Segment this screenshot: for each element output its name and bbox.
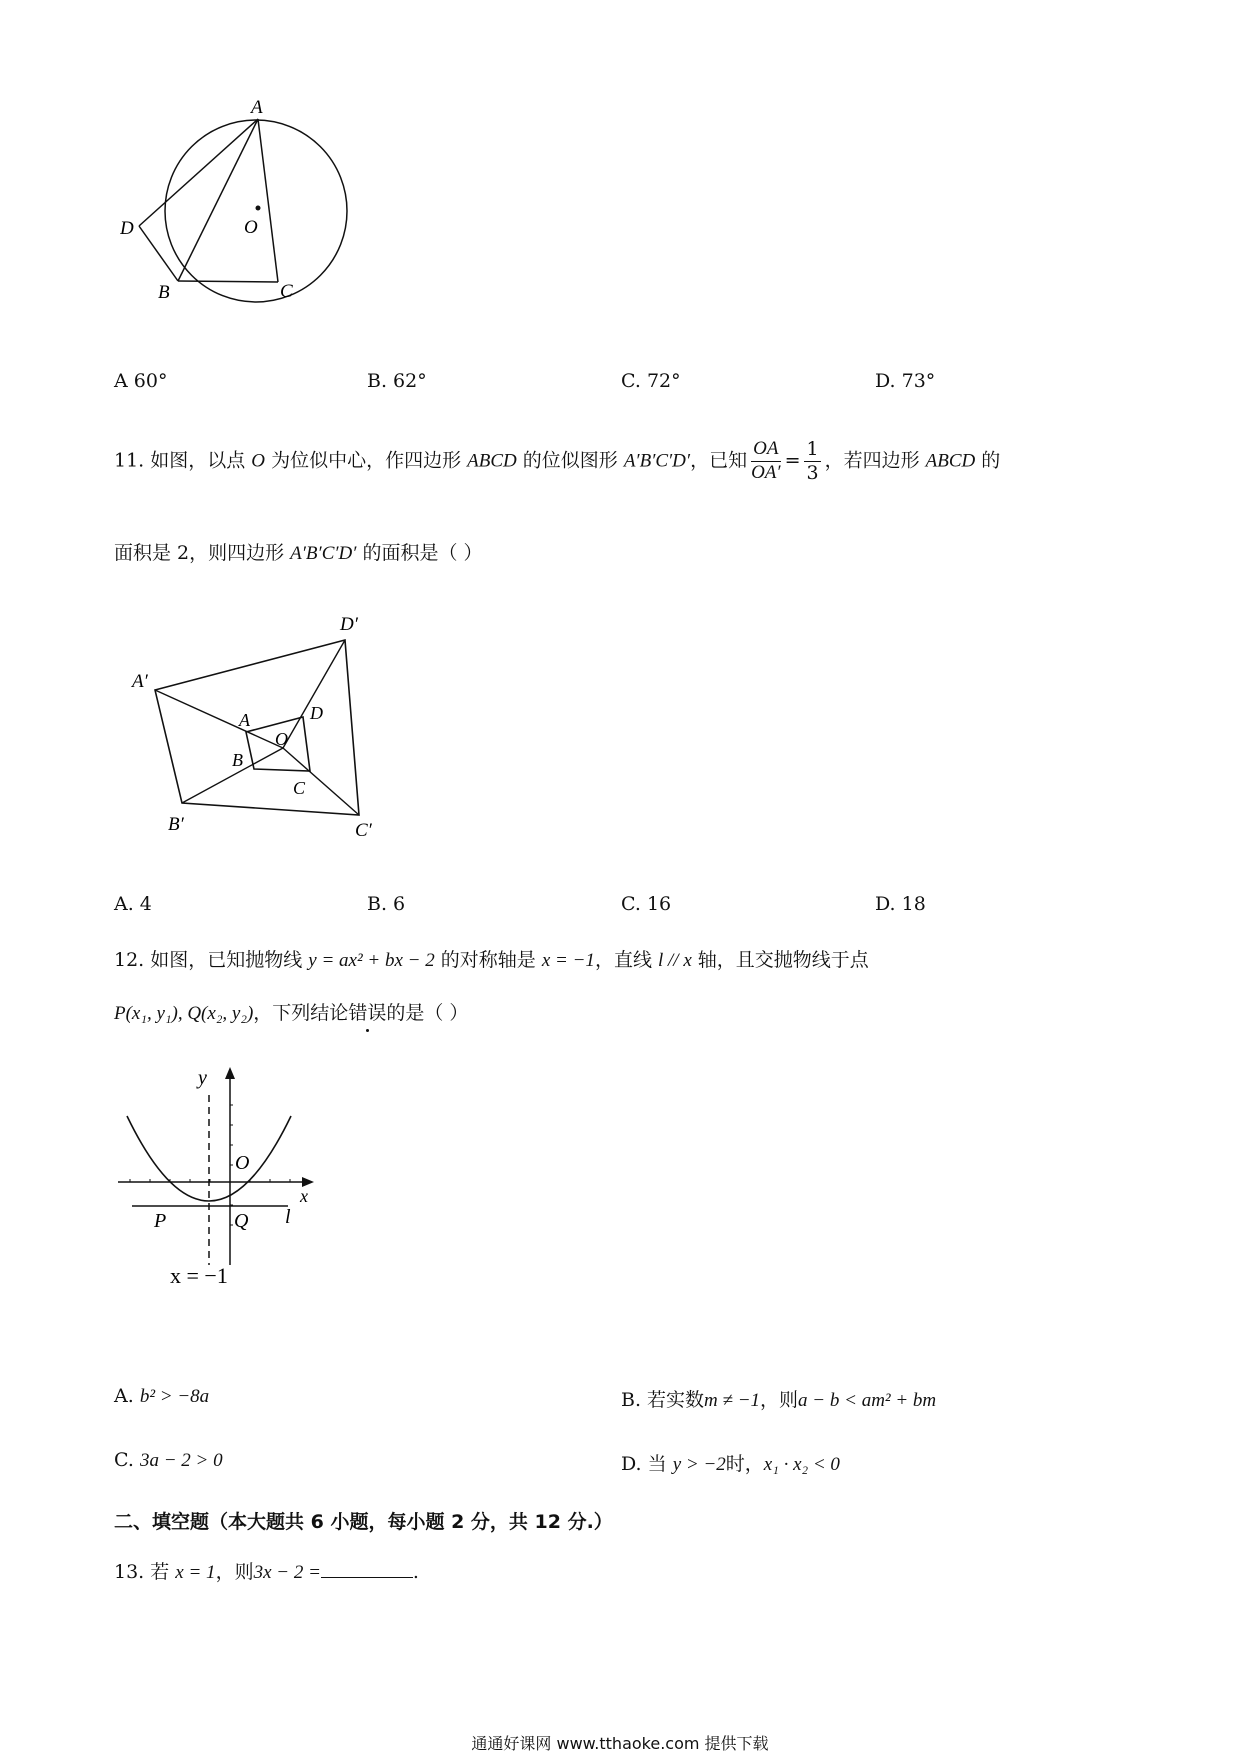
q12-line2-b: 的是（ ） — [386, 1002, 469, 1024]
q12-option-b-mid: ，则 — [760, 1389, 799, 1411]
q11-line2-c: 的面积是（ ） — [356, 542, 483, 564]
q11-abcd-prime: A′B′C′D′ — [623, 450, 691, 472]
page-footer: 通通好课网 www.tthaoke.com 提供下载 — [471, 1734, 769, 1753]
segment-db — [139, 226, 178, 281]
q11-point-o: O — [251, 450, 266, 472]
q10-option-c: C. 72° — [621, 370, 681, 392]
segment-bc — [178, 281, 278, 282]
q11-fraction-ratio — [804, 438, 820, 485]
q12-axis-eq: x = −1 — [541, 950, 595, 971]
q11-fraction-oa — [751, 438, 780, 485]
label-b-inner: B — [232, 750, 243, 770]
q12-option-d-expr1: y > −2 — [672, 1454, 726, 1475]
q12-option-c-label: C. — [114, 1449, 134, 1471]
circle-figure — [120, 98, 370, 343]
ray-a — [155, 690, 283, 748]
q12-err-emph: 错误 — [348, 1002, 387, 1024]
q12-option-b-expr1: m ≠ −1 — [704, 1390, 761, 1411]
section-heading: 二、填空题（本大题共 6 小题，每小题 2 分，共 12 分.） — [114, 1511, 613, 1533]
label-a-prime: A′ — [132, 671, 148, 692]
q12-line-l: l // x — [657, 950, 692, 971]
q12-line2-a: ，下列结论 — [253, 1002, 349, 1024]
q12-line1 — [114, 945, 869, 972]
q12-line1-b: 的对称轴是 — [434, 949, 542, 971]
q11-option-d: D. 18 — [875, 893, 926, 915]
q11-option-c: C. 16 — [621, 893, 672, 915]
label-c-inner: C — [293, 778, 306, 798]
q13-expr: 3x − 2 = — [253, 1562, 321, 1583]
q12-option-d-expr2: x₁ · x₂ < 0 — [763, 1454, 840, 1475]
q11-frac-num: OA — [751, 438, 780, 462]
q13-cond: x = 1 — [175, 1562, 216, 1583]
label-d: D — [120, 218, 134, 239]
q11-mid4: ，若四边形 — [824, 449, 926, 472]
q12-option-b-label: B. 若实数 — [621, 1389, 705, 1411]
homothety-figure — [128, 608, 398, 848]
q12-option-a — [114, 1385, 209, 1408]
label-b: B — [158, 282, 170, 303]
ray-d — [283, 640, 345, 748]
segment-ad — [139, 119, 258, 226]
q11-line1 — [114, 438, 1000, 485]
label-p: P — [154, 1210, 167, 1232]
label-x: x — [300, 1186, 308, 1206]
segment-ac — [258, 119, 278, 282]
q12-option-a-label: A. — [114, 1385, 134, 1407]
q13-mid: ，则 — [215, 1561, 254, 1583]
q13-end: . — [412, 1561, 419, 1583]
q13-answer-blank[interactable] — [321, 1559, 413, 1578]
segment-ab — [178, 119, 258, 281]
q11-line2 — [114, 538, 483, 565]
q10-option-a: A 60° — [114, 370, 168, 392]
q12-option-d — [621, 1449, 840, 1476]
y-axis-arrow — [225, 1067, 235, 1079]
q12-option-c-expr: 3a − 2 > 0 — [139, 1450, 223, 1471]
label-a-inner: A — [239, 710, 250, 730]
q11-end: 的 — [975, 449, 1001, 472]
q12-option-d-label: D. 当 — [621, 1453, 667, 1475]
q13-line — [114, 1557, 419, 1584]
axis-ticks — [130, 1105, 290, 1225]
label-c-prime: C′ — [355, 820, 372, 841]
q11-ratio-den: 3 — [806, 461, 819, 484]
q11-mid1: 为位似中心，作四边形 — [265, 449, 468, 472]
q11-option-a: A. 4 — [114, 893, 152, 915]
q12-line1-d: 轴，且交抛物线于点 — [691, 949, 869, 971]
label-l: l — [285, 1206, 291, 1228]
label-c: C — [280, 281, 293, 302]
q11-equals: = — [784, 449, 801, 472]
q13-prefix: 13. 若 — [114, 1561, 176, 1583]
q11-line2-a: 面积是 2，则四边形 — [114, 542, 291, 564]
label-o-center: O — [275, 729, 288, 749]
q10-option-d: D. 73° — [875, 370, 936, 392]
q12-option-c — [114, 1449, 223, 1472]
q11-abcd2: ABCD — [925, 450, 976, 472]
q11-frac-den: OA′ — [751, 461, 781, 483]
label-a: A — [251, 98, 263, 118]
q11-prefix: 11. 如图，以点 — [114, 449, 252, 472]
q12-option-a-expr: b² > −8a — [139, 1386, 210, 1407]
circle-outline — [165, 120, 347, 302]
parabola-figure — [110, 1065, 320, 1295]
center-point — [256, 206, 261, 211]
label-b-prime: B′ — [168, 814, 184, 835]
label-d-inner: D — [310, 703, 323, 723]
label-origin: O — [235, 1152, 250, 1174]
q12-line1-c: ，直线 — [594, 949, 658, 971]
q12-points: P(x₁, y₁), Q(x₂, y₂) — [114, 1003, 254, 1024]
label-q: Q — [234, 1210, 249, 1232]
q11-line2-quad: A′B′C′D′ — [290, 543, 357, 564]
q10-option-b: B. 62° — [367, 370, 427, 392]
q12-line1-a: 12. 如图，已知抛物线 — [114, 949, 309, 971]
label-d-prime: D′ — [340, 614, 358, 635]
q11-ratio-num: 1 — [806, 438, 819, 460]
q12-option-b-expr2: a − b < am² + bm — [798, 1390, 937, 1411]
q12-option-d-mid: 时， — [725, 1453, 764, 1475]
q11-mid3: ，已知 — [690, 449, 748, 472]
label-y: y — [198, 1067, 207, 1089]
label-o: O — [244, 217, 258, 238]
q12-parabola-eq: y = ax² + bx − 2 — [308, 950, 435, 971]
q11-abcd: ABCD — [467, 450, 517, 472]
q12-option-b — [621, 1385, 936, 1412]
label-axis-eq: x = −1 — [170, 1263, 228, 1288]
q11-mid2: 的位似图形 — [516, 449, 624, 472]
q11-option-b: B. 6 — [367, 893, 406, 915]
q12-line2 — [114, 998, 468, 1025]
